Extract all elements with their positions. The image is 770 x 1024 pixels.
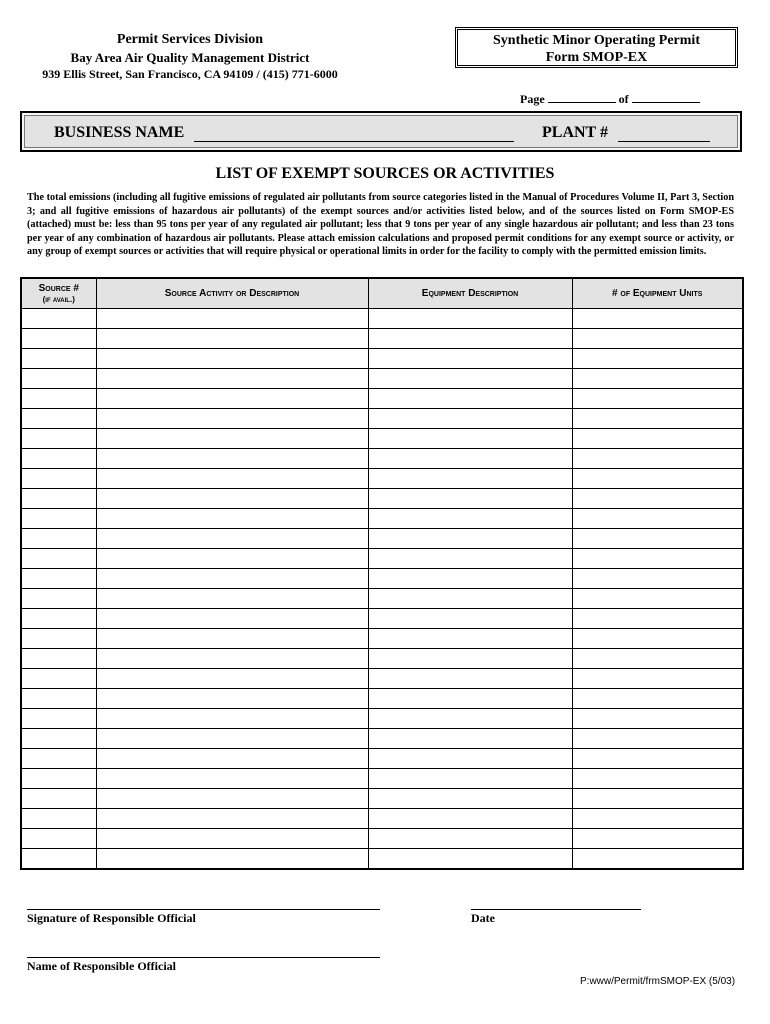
- cell-equipment-description[interactable]: [368, 309, 572, 329]
- cell-source-activity[interactable]: [96, 749, 368, 769]
- col-source-number: Source # (if avail.): [21, 278, 96, 309]
- cell-equipment-description[interactable]: [368, 709, 572, 729]
- cell-source-number[interactable]: [21, 509, 96, 529]
- cell-source-number[interactable]: [21, 689, 96, 709]
- cell-source-number[interactable]: [21, 529, 96, 549]
- cell-equipment-description[interactable]: [368, 529, 572, 549]
- cell-source-activity[interactable]: [96, 529, 368, 549]
- cell-equipment-units[interactable]: [572, 829, 743, 849]
- table-row: [21, 429, 743, 449]
- table-row: [21, 449, 743, 469]
- cell-source-activity[interactable]: [96, 849, 368, 870]
- table-row: [21, 749, 743, 769]
- cell-equipment-description[interactable]: [368, 649, 572, 669]
- cell-source-activity[interactable]: [96, 509, 368, 529]
- business-bar: [20, 111, 742, 152]
- cell-equipment-description[interactable]: [368, 829, 572, 849]
- division-name: Permit Services Division: [116, 32, 264, 47]
- table-row: [21, 549, 743, 569]
- cell-equipment-description[interactable]: [368, 729, 572, 749]
- table-row: [21, 669, 743, 689]
- cell-source-number[interactable]: [21, 589, 96, 609]
- cell-source-activity[interactable]: [96, 309, 368, 329]
- pagination: [520, 91, 700, 107]
- cell-source-number[interactable]: [21, 809, 96, 829]
- page-total-field[interactable]: [632, 91, 700, 103]
- table-row: [21, 609, 743, 629]
- cell-equipment-description[interactable]: [368, 789, 572, 809]
- cell-equipment-units[interactable]: [572, 569, 743, 589]
- agency-header: [20, 30, 360, 83]
- cell-source-number[interactable]: [21, 609, 96, 629]
- table-row: [21, 769, 743, 789]
- table-row: [21, 309, 743, 329]
- col-source-number-sub: (if avail.): [42, 294, 75, 304]
- cell-equipment-description[interactable]: [368, 469, 572, 489]
- cell-source-number[interactable]: [21, 729, 96, 749]
- table-header-row: [21, 278, 743, 309]
- cell-equipment-units[interactable]: [572, 509, 743, 529]
- cell-equipment-units[interactable]: [572, 809, 743, 829]
- table-row: [21, 809, 743, 829]
- date-label: Date: [471, 911, 495, 925]
- cell-source-activity[interactable]: [96, 729, 368, 749]
- cell-source-activity[interactable]: [96, 389, 368, 409]
- cell-equipment-description[interactable]: [368, 429, 572, 449]
- cell-equipment-description[interactable]: [368, 669, 572, 689]
- cell-source-number[interactable]: [21, 709, 96, 729]
- cell-source-activity[interactable]: [96, 589, 368, 609]
- table-row: [21, 649, 743, 669]
- table-row: [21, 829, 743, 849]
- table-row: [21, 369, 743, 389]
- cell-source-activity[interactable]: [96, 789, 368, 809]
- cell-equipment-description[interactable]: [368, 769, 572, 789]
- table-row: [21, 569, 743, 589]
- cell-equipment-description[interactable]: [368, 449, 572, 469]
- col-equipment-description: Equipment Description: [368, 278, 572, 309]
- cell-source-activity[interactable]: [96, 549, 368, 569]
- table-row: [21, 469, 743, 489]
- table-row: [21, 729, 743, 749]
- table-row: [21, 529, 743, 549]
- cell-equipment-description[interactable]: [368, 509, 572, 529]
- cell-source-activity[interactable]: [96, 709, 368, 729]
- table-row: [21, 849, 743, 870]
- cell-equipment-units[interactable]: [572, 629, 743, 649]
- cell-equipment-description[interactable]: [368, 329, 572, 349]
- signature-line[interactable]: [27, 909, 380, 910]
- cell-source-activity[interactable]: [96, 489, 368, 509]
- cell-equipment-description[interactable]: [368, 569, 572, 589]
- cell-source-number[interactable]: [21, 369, 96, 389]
- cell-source-number[interactable]: [21, 409, 96, 429]
- cell-equipment-units[interactable]: [572, 409, 743, 429]
- cell-equipment-description[interactable]: [368, 629, 572, 649]
- cell-source-activity[interactable]: [96, 569, 368, 589]
- cell-equipment-units[interactable]: [572, 349, 743, 369]
- table-row: [21, 709, 743, 729]
- cell-equipment-units[interactable]: [572, 749, 743, 769]
- cell-equipment-units[interactable]: [572, 429, 743, 449]
- table-row: [21, 409, 743, 429]
- form-id: Form SMOP-EX: [545, 50, 648, 65]
- cell-source-activity[interactable]: [96, 429, 368, 449]
- table-row: [21, 489, 743, 509]
- cell-source-number[interactable]: [21, 549, 96, 569]
- table-row: [21, 329, 743, 349]
- business-name-label: BUSINESS NAME: [54, 124, 185, 141]
- cell-source-activity[interactable]: [96, 769, 368, 789]
- cell-source-number[interactable]: [21, 849, 96, 870]
- list-title: LIST OF EXEMPT SOURCES OR ACTIVITIES: [215, 165, 555, 182]
- table-row: [21, 509, 743, 529]
- cell-source-activity[interactable]: [96, 349, 368, 369]
- signature-label: Signature of Responsible Official: [27, 911, 196, 925]
- plant-number-label: PLANT #: [542, 124, 608, 141]
- cell-source-activity[interactable]: [96, 609, 368, 629]
- cell-source-activity[interactable]: [96, 669, 368, 689]
- form-title-box: [455, 27, 738, 68]
- cell-equipment-description[interactable]: [368, 489, 572, 509]
- cell-source-activity[interactable]: [96, 829, 368, 849]
- cell-source-number[interactable]: [21, 669, 96, 689]
- cell-equipment-units[interactable]: [572, 729, 743, 749]
- cell-equipment-units[interactable]: [572, 789, 743, 809]
- business-name-field[interactable]: [194, 141, 514, 142]
- cell-source-activity[interactable]: [96, 689, 368, 709]
- cell-equipment-units[interactable]: [572, 649, 743, 669]
- cell-equipment-units[interactable]: [572, 849, 743, 870]
- cell-equipment-units[interactable]: [572, 689, 743, 709]
- cell-source-number[interactable]: [21, 469, 96, 489]
- table-row: [21, 349, 743, 369]
- table-row: [21, 629, 743, 649]
- district-name: Bay Area Air Quality Management District: [70, 50, 310, 65]
- cell-equipment-units[interactable]: [572, 469, 743, 489]
- page-label: Page: [520, 92, 545, 106]
- cell-equipment-units[interactable]: [572, 309, 743, 329]
- table-row: [21, 389, 743, 409]
- col-equipment-units: # of Equipment Units: [572, 278, 743, 309]
- form-title: Synthetic Minor Operating Permit: [493, 33, 700, 48]
- table-row: [21, 789, 743, 809]
- footer-path: P:www/Permit/frmSMOP-EX (5/03): [580, 976, 736, 987]
- cell-equipment-units[interactable]: [572, 609, 743, 629]
- cell-equipment-description[interactable]: [368, 369, 572, 389]
- cell-source-number[interactable]: [21, 429, 96, 449]
- cell-equipment-units[interactable]: [572, 529, 743, 549]
- table-row: [21, 689, 743, 709]
- cell-equipment-units[interactable]: [572, 449, 743, 469]
- cell-source-activity[interactable]: [96, 469, 368, 489]
- cell-source-number[interactable]: [21, 389, 96, 409]
- cell-source-activity[interactable]: [96, 809, 368, 829]
- of-label: of: [618, 92, 629, 106]
- cell-equipment-units[interactable]: [572, 389, 743, 409]
- cell-equipment-units[interactable]: [572, 369, 743, 389]
- page-number-field[interactable]: [548, 91, 616, 103]
- cell-source-number[interactable]: [21, 449, 96, 469]
- cell-source-number[interactable]: [21, 769, 96, 789]
- cell-equipment-units[interactable]: [572, 709, 743, 729]
- cell-source-number[interactable]: [21, 329, 96, 349]
- table-row: [21, 589, 743, 609]
- cell-equipment-units[interactable]: [572, 489, 743, 509]
- official-name-line[interactable]: [27, 957, 380, 958]
- cell-source-activity[interactable]: [96, 409, 368, 429]
- cell-source-number[interactable]: [21, 789, 96, 809]
- cell-source-number[interactable]: [21, 629, 96, 649]
- col-source-activity: Source Activity or Description: [96, 278, 368, 309]
- cell-source-number[interactable]: [21, 649, 96, 669]
- cell-source-activity[interactable]: [96, 629, 368, 649]
- cell-source-number[interactable]: [21, 489, 96, 509]
- cell-equipment-description[interactable]: [368, 849, 572, 870]
- date-line[interactable]: [471, 909, 641, 910]
- cell-equipment-description[interactable]: [368, 609, 572, 629]
- cell-equipment-units[interactable]: [572, 329, 743, 349]
- cell-equipment-description[interactable]: [368, 809, 572, 829]
- cell-source-number[interactable]: [21, 749, 96, 769]
- agency-address: 939 Ellis Street, San Francisco, CA 94109 / (415) 771-6000: [42, 67, 338, 81]
- cell-source-activity[interactable]: [96, 369, 368, 389]
- cell-equipment-description[interactable]: [368, 349, 572, 369]
- cell-source-number[interactable]: [21, 309, 96, 329]
- cell-source-activity[interactable]: [96, 649, 368, 669]
- cell-equipment-description[interactable]: [368, 589, 572, 609]
- cell-source-number[interactable]: [21, 829, 96, 849]
- official-name-label: Name of Responsible Official: [27, 959, 176, 973]
- cell-equipment-units[interactable]: [572, 669, 743, 689]
- cell-source-activity[interactable]: [96, 449, 368, 469]
- cell-source-number[interactable]: [21, 569, 96, 589]
- cell-equipment-description[interactable]: [368, 549, 572, 569]
- cell-equipment-description[interactable]: [368, 689, 572, 709]
- cell-equipment-description[interactable]: [368, 409, 572, 429]
- instructions-paragraph: The total emissions (including all fugitive emissions of regulated air pollutants from source categories listed in the Manual of Procedures Volume II, Part 3, Section 3; and all fugitive emissions of hazardous air pollutants) of the exempt sources and/or activities listed below, and of the sources listed on Form SMOP-ES (attached) must be: less than 95 tons per year of any regulated air pollutant; less that 9 tons per year of any single hazardous air pollutant; and less than 23 tons per year of any combination of hazardous air pollutants. Please attach emission calculations and proposed permit conditions for any exempt source or activity, or any group of exempt sources or activities that will require physical or operational limits in order for the facility to comply with the permitted emission limits.: [27, 192, 734, 257]
- cell-equipment-units[interactable]: [572, 549, 743, 569]
- cell-equipment-units[interactable]: [572, 589, 743, 609]
- plant-number-field[interactable]: [618, 141, 710, 142]
- cell-equipment-units[interactable]: [572, 769, 743, 789]
- exempt-sources-table: [20, 277, 744, 870]
- cell-equipment-description[interactable]: [368, 389, 572, 409]
- cell-source-number[interactable]: [21, 349, 96, 369]
- cell-equipment-description[interactable]: [368, 749, 572, 769]
- cell-source-activity[interactable]: [96, 329, 368, 349]
